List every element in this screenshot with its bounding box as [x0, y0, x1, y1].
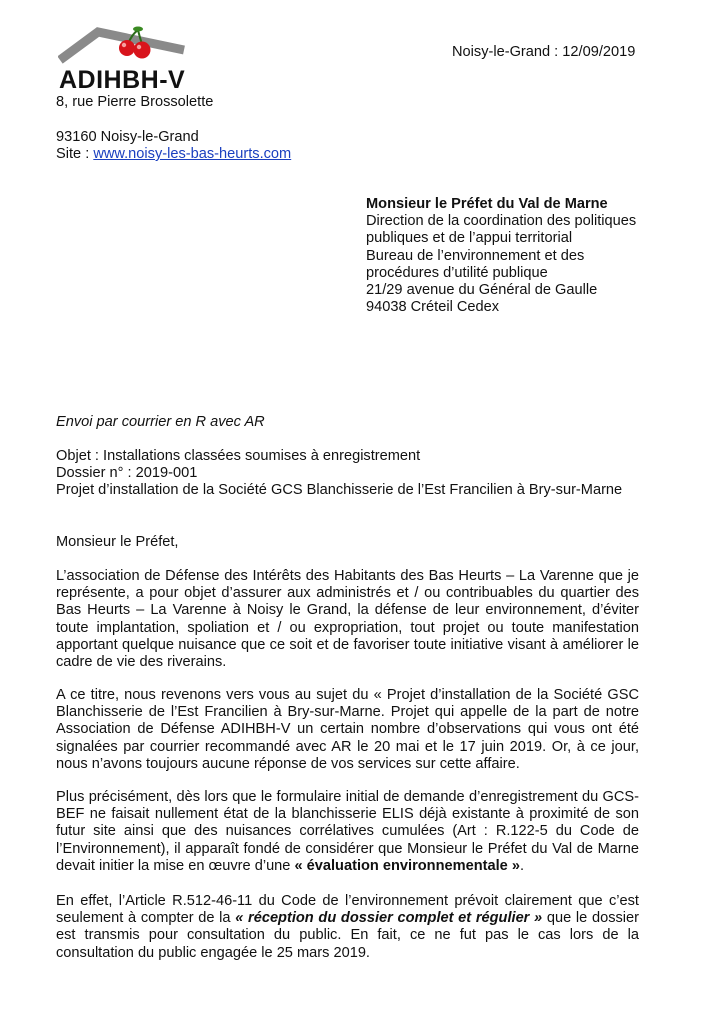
emphasis-text: « évaluation environnementale »: [294, 857, 520, 874]
recipient-line: 21/29 avenue du Général de Gaulle: [366, 282, 598, 299]
recipient-name: Monsieur le Préfet du Val de Marne: [366, 196, 608, 212]
body-paragraph-3: [56, 789, 639, 875]
org-name: ADIHBH-V: [59, 66, 186, 94]
body-paragraph-1: L’association de Défense des Intérêts des Habitants des Bas Heurts – La Varenne que je représente, a pour objet d’assurer aux administrés et / ou contribuables du quartier des Bas Heurts – La Varenne à Noisy le Grand, la défense de leur environnement, d’éviter toute implantation, spoliation et / ou expropriation, tout projet ou toute manifestation apportant quelque nuisance que ce soit et de favoriser toute initiative visant à améliorer le cadre de vie des riverains.: [56, 568, 639, 671]
paragraph-text: .: [519, 857, 525, 874]
recipient-line: 94038 Créteil Cedex: [366, 299, 500, 316]
body-paragraph-2: A ce titre, nous revenons vers vous au sujet du « Projet d’installation de la Société GSC Blanchisserie de l’Est Francilien à Bry-sur-Marne. Projet qui appelle de la part de notre Association de Défense ADIHBH-V un certain nombre d’observations qui vous ont été signalées par courrier recommandé avec AR le 20 mai et le 17 juin 2019. Or, à ce jour, nous n’avons toujours aucune réponse de vos services sur cette affaire.: [56, 687, 639, 772]
recipient-line: publiques et de l’appui territorial: [366, 230, 573, 247]
dossier-line: Dossier n° : 2019-001: [56, 465, 198, 481]
sender-address-line1: 8, rue Pierre Brossolette: [56, 94, 214, 110]
paragraph-text: Plus précisément, dès lors que le formulaire initial de demande d’enregistrement du GCS-BEF ne faisait nullement état de la blanchisserie ELIS déjà existante à proximité de son futur site ainsi que des nuisances corrélatives cumulées (Art : R.122-5 du Code de l’Environnement), il apparaît fondé de considérer que Monsieur le Préfet du Val de Marne devait initier la mise en œuvre d’une: [56, 789, 639, 874]
sender-site: [56, 146, 291, 163]
paragraph-text: En effet, l’Article R.512-46-11 du Code de l’environnement prévoit clairement que c’est seulement à compter de la: [56, 893, 639, 927]
subject-block: [56, 448, 622, 499]
site-label: Site :: [56, 146, 94, 162]
delivery-mode: Envoi par courrier en R avec AR: [56, 414, 265, 430]
emphasis-text: « réception du dossier complet et régulier »: [235, 910, 543, 927]
recipient-line: Direction de la coordination des politiques: [366, 213, 637, 230]
project-line: Projet d’installation de la Société GCS Blanchisserie de l’Est Francilien à Bry-sur-Marne: [56, 482, 623, 498]
recipient-line: Bureau de l’environnement et des: [366, 247, 585, 264]
site-link[interactable]: www.noisy-les-bas-heurts.com: [93, 146, 292, 162]
paragraph-text: que le dossier est transmis pour consultation du public. En fait, ce ne fut pas le cas lors de la consultation du public engagée le 25 mars 2019.: [56, 910, 640, 961]
sender-address-line2: 93160 Noisy-le-Grand: [56, 129, 199, 145]
letter-date: Noisy-le-Grand : 12/09/2019: [452, 44, 636, 60]
body-paragraph-4: [56, 893, 639, 962]
subject-line: Objet : Installations classées soumises à enregistrement: [56, 448, 421, 464]
salutation: Monsieur le Préfet,: [56, 534, 179, 550]
recipient-line: procédures d’utilité publique: [366, 264, 548, 281]
recipient-block: [366, 196, 636, 316]
